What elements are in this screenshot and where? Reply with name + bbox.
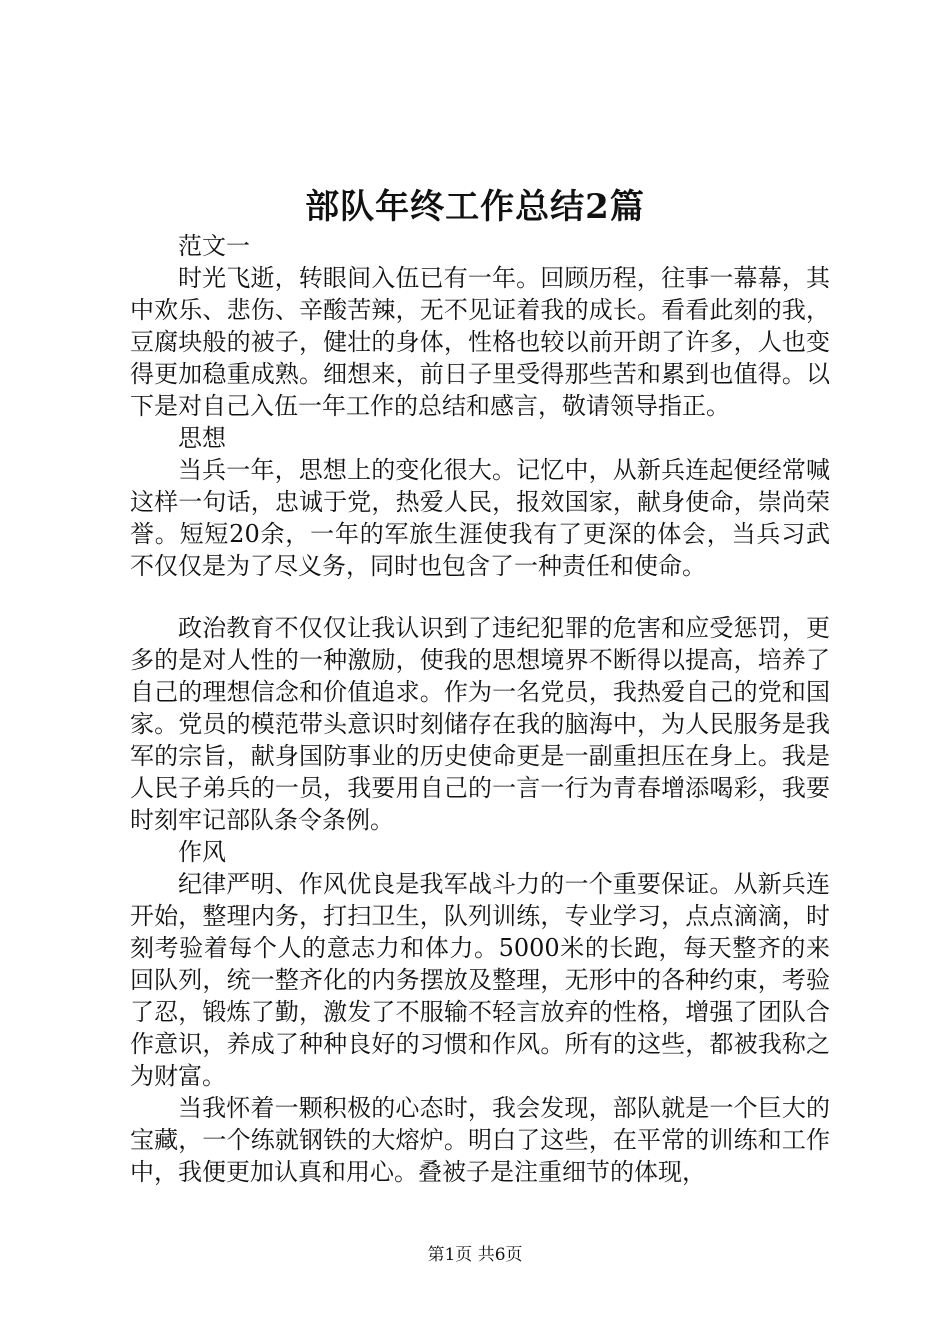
paragraph-gap xyxy=(130,582,830,612)
heading-style: 作风 xyxy=(178,838,226,866)
paragraph-intro: 时光飞逝，转眼间入伍已有一年。回顾历程，往事一幕幕，其中欢乐、悲伤、辛酸苦辣，无不见证着我的成长。看看此刻的我，豆腐块般的被子，健壮的身体，性格也较以前开朗了许多，人也变得更加稳重成熟。细想来，前日子里受得那些苦和累到也值得。以下是对自己入伍一年工作的总结和感言，敬请领导指正。 xyxy=(130,264,830,420)
document-title: 部队年终工作总结2篇 xyxy=(305,187,645,227)
paragraph-style-2: 当我怀着一颗积极的心态时，我会发现，部队就是一个巨大的宝藏，一个练就钢铁的大熔炉。明白了这些，在平常的训练和工作中，我便更加认真和用心。叠被子是注重细节的体现， xyxy=(130,1094,830,1186)
paragraph-style-1: 纪律严明、作风优良是我军战斗力的一个重要保证。从新兵连开始，整理内务，打扫卫生，队列训练，专业学习，点点滴滴，时刻考验着每个人的意志力和体力。5000米的长跑，每天整齐的来回队列，统一整齐化的内务摆放及整理，无形中的各种约束，考验了忍，锻炼了勤，激发了不服输不轻言放弃的性格，增强了团队合作意识，养成了种种良好的习惯和作风。所有的这些，都被我称之为财富。 xyxy=(130,870,830,1090)
paragraph-thought-1: 当兵一年，思想上的变化很大。记忆中，从新兵连起便经常喊这样一句话，忠诚于党，热爱人民，报效国家，献身使命，崇尚荣誉。短短20余，一年的军旅生涯使我有了更深的体会，当兵习武不仅仅是为了尽义务，同时也包含了一种责任和使命。 xyxy=(130,456,830,580)
heading-thought: 思想 xyxy=(178,424,226,452)
document-body xyxy=(130,230,830,1188)
paragraph-thought-2: 政治教育不仅仅让我认识到了违纪犯罪的危害和应受惩罚，更多的是对人性的一种激励，使我的思想境界不断得以提高，培养了自己的理想信念和价值追求。作为一名党员，我热爱自己的党和国家。党员的模范带头意识时刻储存在我的脑海中，为人民服务是我军的宗旨，献身国防事业的历史使命更是一副重担压在身上。我是人民子弟兵的一员，我要用自己的一言一行为青春增添喝彩，我要时刻牢记部队条令条例。 xyxy=(130,614,830,834)
section-label: 范文一 xyxy=(178,232,250,260)
page-footer: 第1页 共6页 xyxy=(427,1245,523,1265)
